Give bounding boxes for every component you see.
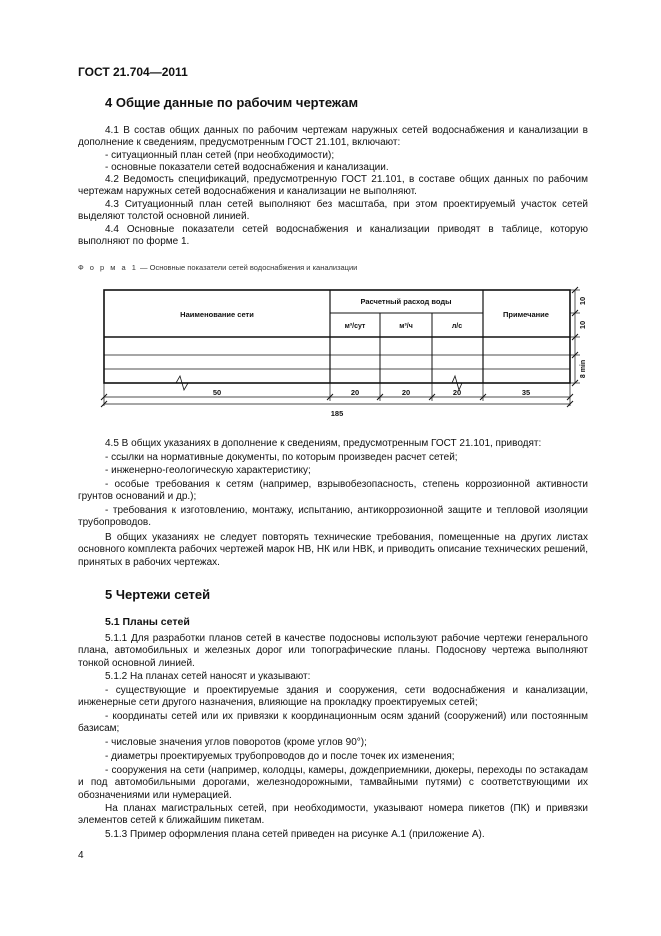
para-4-1: 4.1 В состав общих данных по рабочим чертежам наружных сетей водоснабжения и канализации в дополнение к сведениям, предусмотренным ГОСТ 21.101, включают: [78,125,588,149]
bullet-special-requirements: - особые требования к сетям (например, взрывобезопасность, степень коррозионной активности грунтов оснований и др.); [78,479,588,503]
subsection-5-1-title: 5.1 Планы сетей [105,616,190,628]
para-4-2: 4.2 Ведомость спецификаций, предусмотренную ГОСТ 21.101, в составе общих данных по рабочим чертежам наружных сетей водоснабжения и канализации не выполняют. [78,174,588,198]
header-m3-hour: м³/ч [399,323,413,330]
para-general-notes: В общих указаниях не следует повторять технические требования, помещенные на других листах основного комплекта рабочих чертежей марок НВ, НК или НВК, и приводить описание технических решений, принятых в рабочих чертежах. [78,532,588,568]
dim-width-m3day: 20 [350,388,360,397]
bullet-structures: - сооружения на сети (например, колодцы, камеры, дождеприемники, дюкеры, переходы по эстакадам и под автомобильными дорогами, железнодорожными, тамвайными путями) с соответствующими их обозначениями или нумерацией. [78,765,588,801]
dim-row-height-3: 8 min [580,359,587,379]
bullet-situation-plan: - ситуационный план сетей (при необходимости); [105,150,335,161]
para-5-1-2: 5.1.2 На планах сетей наносят и указывают: [105,671,311,682]
para-main-networks: На планах магистральных сетей, при необходимости, указывают номера пикетов (ПК) и привязки элементов сетей к ближайшим пикетам. [78,803,588,827]
section-4-title: 4 Общие данные по рабочим чертежам [105,95,359,110]
bullet-coordinates: - координаты сетей или их привязки к координационным осям зданий (сооружений) или постоянным базисам; [78,711,588,735]
form-1-label: Ф о р м а 1 [78,263,138,272]
document-header: ГОСТ 21.704—2011 [78,65,188,79]
bullet-buildings-networks: - существующие и проектируемые здания и сооружения, сети водоснабжения и канализации, инженерные сети другого назначения, влияющие на прокладку проектируемых сетей; [78,685,588,709]
bullet-angles: - числовые значения углов поворотов (кроме углов 90°); [105,737,367,748]
page-number: 4 [78,850,84,861]
para-5-1-3: 5.1.3 Пример оформления плана сетей приведен на рисунке А.1 (приложение А). [105,829,485,840]
bullet-main-indicators: - основные показатели сетей водоснабжения и канализации. [105,162,389,173]
para-4-4: 4.4 Основные показатели сетей водоснабжения и канализации приводят в таблице, которую выполняют по форме 1. [78,224,588,248]
dim-width-name: 50 [212,388,222,397]
dim-width-ls: 20 [452,388,462,397]
dim-total-width: 185 [330,409,344,418]
header-water-flow: Расчетный расход воды [360,297,452,306]
form-1-table [0,0,661,440]
dim-row-height-1: 10 [578,296,587,306]
bullet-geology: - инженерно-геологическую характеристику; [105,465,311,476]
dim-width-note: 35 [521,388,531,397]
para-4-3: 4.3 Ситуационный план сетей выполняют без масштаба, при этом проектируемый участок сетей выделяют толстой основной линией. [78,199,588,223]
header-note: Примечание [503,310,549,319]
header-l-sec: л/с [451,323,463,330]
dim-width-m3h: 20 [401,388,411,397]
form-1-title: — Основные показатели сетей водоснабжения и канализации [137,263,358,272]
para-5-1-1: 5.1.1 Для разработки планов сетей в качестве подосновы используют рабочие чертежи генерального плана, автомобильных и железных дорог или топографические планы. Подоснову чертежа выполняют тонкой основной линией. [78,633,588,669]
bullet-manufacturing-requirements: - требования к изготовлению, монтажу, испытанию, антикоррозионной защите и тепловой изоляции трубопроводов. [78,505,588,529]
header-m3-day: м³/сут [344,323,366,330]
dim-row-height-2: 10 [578,320,587,330]
header-network-name: Наименование сети [180,310,254,319]
section-5-title: 5 Чертежи сетей [105,587,211,602]
bullet-diameters: - диаметры проектируемых трубопроводов до и после точек их изменения; [105,751,455,762]
para-4-5: 4.5 В общих указаниях в дополнение к сведениям, предусмотренным ГОСТ 21.101, приводят: [105,438,542,449]
bullet-normative-refs: - ссылки на нормативные документы, по которым произведен расчет сетей; [105,452,458,463]
